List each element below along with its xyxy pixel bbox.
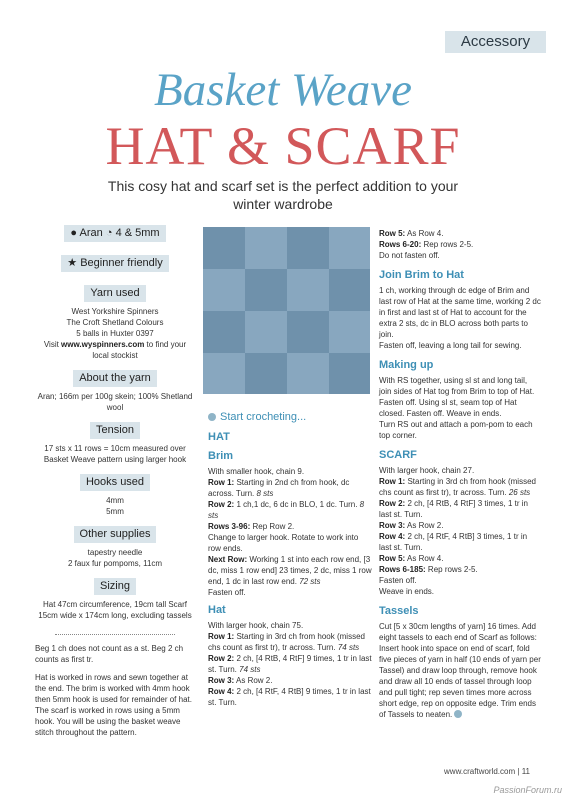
note-paragraph: Beg 1 ch does not count as a st. Beg 2 ch counts as first tr. — [35, 644, 184, 664]
yarn-ball-icon: ● — [70, 227, 78, 239]
watermark: PassionForum.ru — [493, 785, 562, 795]
tassels-heading: Tassels — [379, 605, 419, 617]
join-heading: Join Brim to Hat — [379, 269, 464, 281]
pattern-row: Rows 3-96: Rep Row 2. — [208, 522, 295, 531]
weight-badge: ● Aran ◔ 4 & 5mm — [64, 225, 165, 242]
title-line-1: Basket Weave — [154, 64, 412, 116]
note-paragraph: Hat is worked in rows and sewn together at the end. The brim is worked with 4mm hook then 5mm hook is used for remainder of hat. The scarf is worked in rows using a 5mm hook. You will be using the basket weave stitch throughout the pattern. — [35, 673, 192, 737]
pattern-row: Row 5: As Row 4. — [379, 554, 444, 563]
title-line-2: HAT & SCARF — [105, 116, 461, 176]
about-yarn-heading: About the yarn — [73, 370, 157, 387]
pattern-row: Row 3: As Row 2. — [379, 521, 444, 530]
pattern-row: Row 4: 2 ch, [4 RtF, 4 RtB] 9 times, 1 tr in last st. Turn. — [208, 687, 371, 707]
yarn-used-heading: Yarn used — [84, 285, 145, 302]
tension-section: Tension 17 sts x 11 rows = 10cm measured over Basket Weave pattern using larger hook — [43, 424, 187, 464]
pattern-row: Next Row: Working 1 st into each row end, [3 dc, miss 1 row end] 23 times, 2 dc, miss 1 row end, 1 dc in last row end. 72 sts — [208, 555, 372, 586]
bullet-icon — [208, 413, 216, 421]
pattern-row: Rows 6-20: Rep rows 2-5. — [379, 240, 474, 249]
right-instructions: Row 5: As Row 4. Rows 6-20: Rep rows 2-5. Do not fasten off. Join Brim to Hat 1 ch, working through dc edge of Brim and last row of Hat at the same time, working 2 dc in first and last st of Hat to account for the extra 2 sts, dc in BLO across both parts to join. Fasten off, leaving a long tail for sewing. Making up With RS together, using sl st and long tail, join sides of Hat tog from Brim to top of Hat. Fasten off. Using sl st, seam top of Hat closed. Fasten off. Weave in ends. Turn RS out and attach a pom-pom to each top corner. SCARF With larger hook, chain 27. Row 1: Starting in 3rd ch from hook (missed chs count as first tr), tr across. Turn. 26 sts Row 2: 2 ch, [4 RtB, 4 RtF] 3 times, 1 tr in last st. Turn. Row 3: As Row 2. Row 4: 2 ch, [4 RtF, 4 RtB] 3 times, 1 tr in last st. Turn. Row 5: As Row 4. Rows 6-185: Rep rows 2-5. Fasten off. Weave in ends. Tassels Cut [5 x 30cm lengths of yarn] 16 times. Add eight tassels to each end of Scarf as follows: Insert hook into space on end of scarf, fold five pieces of yarn in half (10 ends of yarn per Tassel) and draw loop through, remove hook and draw all 10 ends of tassel through loop and pull tight; rep seven times more across short edge, rep on opposite edge. Trim ends of Tassels to neaten. — [379, 229, 541, 719]
hooks-heading: Hooks used — [80, 474, 150, 491]
left-sidebar — [35, 225, 195, 630]
hat-heading: HAT — [208, 431, 230, 443]
section-tag: Accessory — [445, 31, 546, 53]
footer-divider: | — [517, 767, 522, 776]
pattern-row: Rows 6-185: Rep rows 2-5. — [379, 565, 478, 574]
brim-heading: Brim — [208, 450, 234, 462]
sizing-heading: Sizing — [94, 578, 136, 595]
dotted-divider — [55, 634, 175, 635]
start-crocheting-label: Start crocheting... — [208, 412, 373, 423]
pattern-row: Row 1: Starting in 3rd ch from hook (missed chs count as first tr), tr across. Turn. 26 sts — [379, 477, 536, 497]
tension-heading: Tension — [90, 422, 140, 439]
hook-icon: ◔ — [105, 227, 113, 239]
pattern-row: Row 5: As Row 4. — [379, 229, 444, 238]
basket-weave-photo — [203, 227, 370, 394]
pattern-row: Row 1: Starting in 3rd ch from hook (missed chs count as first tr), tr across. Turn. 74 sts — [208, 632, 365, 652]
pattern-row: Row 1: Starting in 2nd ch from hook, dc across. Turn. 8 sts — [208, 478, 350, 498]
pattern-row: Row 2: 2 ch, [4 RtB, 4 RtF] 9 times, 1 tr in last st. Turn. 74 sts — [208, 654, 372, 674]
hat-instructions: Start crocheting... HAT Brim With smaller hook, chain 9. Row 1: Starting in 2nd ch from hook, dc across. Turn. 8 sts Row 2: 1 ch,1 dc, 6 dc in BLO, 1 dc. Turn. 8 sts Rows 3-96: Rep Row 2. Change to larger hook. Rotate to work into row ends. Next Row: Working 1 st into each row end, [3 dc, miss 1 row end] 23 times, 2 dc, miss 1 row end, 1 dc in last row end. 72 sts Fasten off. Hat With larger hook, chain 75. Row 1: Starting in 3rd ch from hook (missed chs count as first tr), tr across. Turn. 74 sts Row 2: 2 ch, [4 RtB, 4 RtF] 9 times, 1 tr in last st. Turn. 74 sts Row 3: As Row 2. Row 4: 2 ch, [4 RtF, 4 RtB] 9 times, 1 tr in last st. Turn. — [208, 411, 372, 707]
level-badge: ★ Beginner friendly — [61, 255, 169, 272]
supplies-heading: Other supplies — [74, 526, 157, 543]
yarn-used-section: Yarn used West Yorkshire Spinners The Croft Shetland Colours 5 balls in Huxter 0397 Visit www.wyspinners.com to find your local stockist — [43, 287, 187, 360]
making-up-heading: Making up — [379, 359, 434, 371]
intro-text: This cosy hat and scarf set is the perfect addition to your winter wardrobe — [107, 178, 459, 212]
pattern-row: Row 2: 1 ch,1 dc, 6 dc in BLO, 1 dc. Turn. 8 sts — [208, 500, 365, 520]
hooks-section: Hooks used 4mm 5mm — [35, 474, 195, 517]
pattern-row: Row 4: 2 ch, [4 RtF, 4 RtB] 3 times, 1 tr in last st. Turn. — [379, 532, 528, 552]
footer-url[interactable]: www.craftworld.com — [444, 767, 516, 776]
end-mark-icon — [454, 710, 462, 718]
hat-sub-heading: Hat — [208, 604, 226, 616]
pattern-row: Row 3: As Row 2. — [208, 676, 273, 685]
star-icon: ★ — [67, 257, 78, 269]
about-yarn-section: About the yarn Aran; 166m per 100g skein; 100% Shetland wool — [37, 372, 193, 412]
sizing-section: Sizing Hat 47cm circumference, 19cm tall Scarf 15cm wide x 174cm long, excluding tassels — [38, 580, 192, 620]
page-footer — [444, 767, 530, 776]
scarf-heading: SCARF — [379, 449, 417, 461]
left-notes — [35, 628, 200, 745]
yarn-link[interactable]: www.wyspinners.com — [61, 340, 145, 349]
page-number: 11 — [521, 767, 530, 776]
pattern-row: Row 2: 2 ch, [4 RtB, 4 RtF] 3 times, 1 tr in last st. Turn. — [379, 499, 528, 519]
supplies-section: Other supplies tapestry needle 2 faux fur pompoms, 11cm — [67, 528, 163, 568]
